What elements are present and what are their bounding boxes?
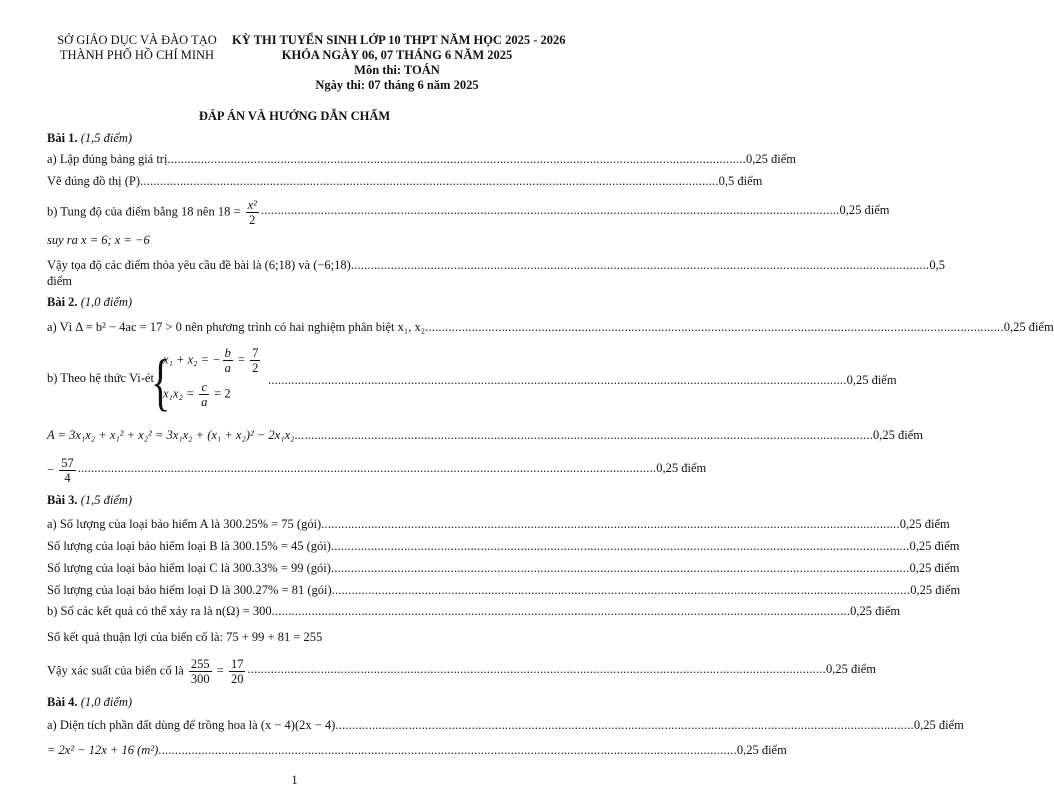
bai2-text-1: a) Vì Δ = b² − 4ac = 17 > 0 nên phương trình có hai nghiệm phân biệt x₁, x₂ <box>47 320 426 334</box>
bai2-vieta-block <box>47 345 897 418</box>
bai3-points-5: 0,25 điểm <box>850 604 901 618</box>
bai2-score: (1,0 điểm) <box>80 295 133 309</box>
fraction: $\frac{17}{20}$ <box>230 657 244 686</box>
bai3-heading <box>47 493 132 508</box>
bai3-line-1 <box>47 517 950 532</box>
fraction: $\frac{b}{a}$ <box>224 346 231 375</box>
leader-dots: .............................................................................................................................................................................. <box>140 174 719 188</box>
bai3-line-4 <box>47 583 961 598</box>
leader-dots: .............................................................................................................................................................................. <box>425 320 1004 334</box>
fraction: $\frac{\text{x²}}{2}$ <box>247 198 257 227</box>
leader-dots: .............................................................................................................................................................................. <box>335 718 914 732</box>
header-left <box>42 33 232 63</box>
bai3-line-3 <box>47 561 960 576</box>
leader-dots: .............................................................................................................................................................................. <box>350 258 930 272</box>
bai4-text-1: a) Diện tích phần đất dùng để trồng hoa là (x − 4)(2x − 4) <box>47 718 336 732</box>
bai4-line-1 <box>47 718 964 733</box>
bai2-points-3: 0,25 điểm <box>873 428 924 442</box>
leader-dots: .............................................................................................................................................................................. <box>158 743 737 757</box>
bai3-label: Bài 3. <box>47 493 78 507</box>
leader-dots: .............................................................................................................................................................................. <box>294 428 874 442</box>
bai2-line-4 <box>47 456 707 485</box>
fraction: $\frac{255}{300}$ <box>190 657 210 686</box>
bai1-line-4 <box>47 233 553 248</box>
bai1-text-2: Vẽ đúng đồ thị (P) <box>47 174 141 188</box>
bai2-line-2 <box>268 373 897 388</box>
bai3-points-4: 0,25 điểm <box>910 583 961 597</box>
bai2-label: Bài 2. <box>47 295 78 309</box>
bai3-text-6: Số kết quả thuận lợi của biến cố là: 75 + 99 + 81 = 255 <box>47 630 323 644</box>
bai1-points-5: 0,5 <box>929 258 945 272</box>
system-brace: { <box>151 345 171 418</box>
page-number: 1 <box>291 773 298 787</box>
leader-dots: .............................................................................................................................................................................. <box>77 461 657 475</box>
bai3-points-1: 0,25 điểm <box>899 517 950 531</box>
bai2-points-2: 0,25 điểm <box>846 373 897 387</box>
bai1-score: (1,5 điểm) <box>80 131 133 145</box>
leader-dots: .............................................................................................................................................................................. <box>268 373 847 387</box>
bai1-text-5-cont: điểm <box>47 274 72 288</box>
bai2-points-4: 0,25 điểm <box>656 461 707 475</box>
bai2-points-1: 0,25 điểm <box>1003 320 1054 334</box>
bai2-text-4: − $\frac{57}{4}$ <box>47 456 74 485</box>
bai1-points-3: 0,25 điểm <box>839 203 890 217</box>
bai3-text-1: a) Số lượng của loại bảo hiểm A là 300.25% = 75 (gói) <box>47 517 322 531</box>
bai4-text-2: = 2x² − 12x + 16 (m²) <box>47 743 159 757</box>
bai1-text-5: Vậy tọa độ các điểm thỏa yêu cầu đề bài là (6;18) và (−6;18) <box>47 258 351 272</box>
bai4-points-1: 0,25 điểm <box>913 718 964 732</box>
bai4-score: (1,0 điểm) <box>80 695 133 709</box>
leader-dots: .............................................................................................................................................................................. <box>247 662 826 676</box>
leader-dots: .............................................................................................................................................................................. <box>260 203 840 217</box>
bai3-points-7: 0,25 điểm <box>826 662 876 676</box>
leader-dots: .............................................................................................................................................................................. <box>330 561 910 575</box>
bai1-line-2 <box>47 174 763 189</box>
leader-dots: .............................................................................................................................................................................. <box>167 152 747 166</box>
fraction: $\frac{7}{2}$ <box>252 346 259 375</box>
bai2-line-1 <box>47 320 1054 335</box>
bai3-line-6 <box>47 630 553 645</box>
bai1-line-1 <box>47 152 797 167</box>
exam-date: Ngày thi: 07 tháng 6 năm 2025 <box>315 78 479 92</box>
exam-name: KỲ THI TUYỂN SINH LỚP 10 THPT NĂM HỌC 2025 - 2026 <box>232 33 566 47</box>
leader-dots: .............................................................................................................................................................................. <box>271 604 851 618</box>
exam-subject: Môn thi: TOÁN <box>354 63 440 77</box>
fraction: $\frac{c}{a}$ <box>201 380 208 409</box>
bai3-line-5 <box>47 604 901 619</box>
bai4-label: Bài 4. <box>47 695 78 709</box>
bai2-line-3 <box>47 428 924 443</box>
leader-dots: .............................................................................................................................................................................. <box>331 583 911 597</box>
bai1-line-5 <box>47 258 945 273</box>
bai3-points-2: 0,25 điểm <box>909 539 960 553</box>
bai2-heading <box>47 295 132 310</box>
leader-dots: .............................................................................................................................................................................. <box>321 517 900 531</box>
bai1-points-1: 0,25 điểm <box>746 152 797 166</box>
bai4-line-2 <box>47 743 787 758</box>
bai1-text-1: a) Lập đúng bảng giá trị <box>47 152 168 166</box>
bai4-points-2: 0,25 điểm <box>736 743 787 757</box>
bai2-text-3: A = 3x₁x₂ + x₁² + x₂² = 3x₁x₂ + (x₁ + x₂)² − 2x₁x₂ <box>47 428 295 442</box>
leader-dots: .............................................................................................................................................................................. <box>330 539 910 553</box>
bai1-text-4: suy ra x = 6; x = −6 <box>47 233 150 247</box>
bai3-score: (1,5 điểm) <box>80 493 133 507</box>
exam-session: KHÓA NGÀY 06, 07 THÁNG 6 NĂM 2025 <box>281 48 513 62</box>
bai3-text-4: Số lượng của loại bảo hiểm loại D là 300.27% = 81 (gói) <box>47 583 332 597</box>
header-right <box>232 33 566 93</box>
bai3-text-7: Vậy xác suất của biến cố là $\frac{255}{300}$ = $\frac{17}{20}$ <box>47 657 244 686</box>
vieta-sum: x₁ + x₂ = − $\frac{b}{a}$ = $\frac{7}{2}$ <box>163 346 259 375</box>
city-name: THÀNH PHỐ HỒ CHÍ MINH <box>59 48 215 62</box>
bai1-heading <box>47 131 132 146</box>
bai1-points-2: 0,5 điểm <box>718 174 763 188</box>
bai3-text-2: Số lượng của loại bảo hiểm loại B là 300.15% = 45 (gói) <box>47 539 331 553</box>
bai3-text-3: Số lượng của loại bảo hiểm loại C là 300.33% = 99 (gói) <box>47 561 331 575</box>
bai1-label: Bài 1. <box>47 131 78 145</box>
bai4-heading <box>47 695 132 710</box>
vieta-product: x₁x₂ = $\frac{c}{a}$ = 2 <box>163 380 231 409</box>
bai1-line-5-cont <box>47 274 553 289</box>
bai1-text-3: b) Tung độ của điểm bằng 18 nên 18 = $\frac{\text{x²}}{2}$ <box>47 198 257 227</box>
bai3-points-3: 0,25 điểm <box>909 561 960 575</box>
bai3-line-2 <box>47 539 960 554</box>
bai2-text-2: b) Theo hệ thức Vi-ét <box>47 371 154 385</box>
fraction: $\frac{57}{4}$ <box>61 456 74 485</box>
department-name: SỞ GIÁO DỤC VÀ ĐÀO TẠO <box>57 33 217 47</box>
bai1-line-3 <box>47 198 890 227</box>
document-title: ĐÁP ÁN VÀ HƯỚNG DẪN CHẤM <box>198 109 391 123</box>
bai3-line-7 <box>47 657 876 686</box>
bai3-text-5: b) Số các kết quả có thể xảy ra là n(Ω) = 300 <box>47 604 272 618</box>
